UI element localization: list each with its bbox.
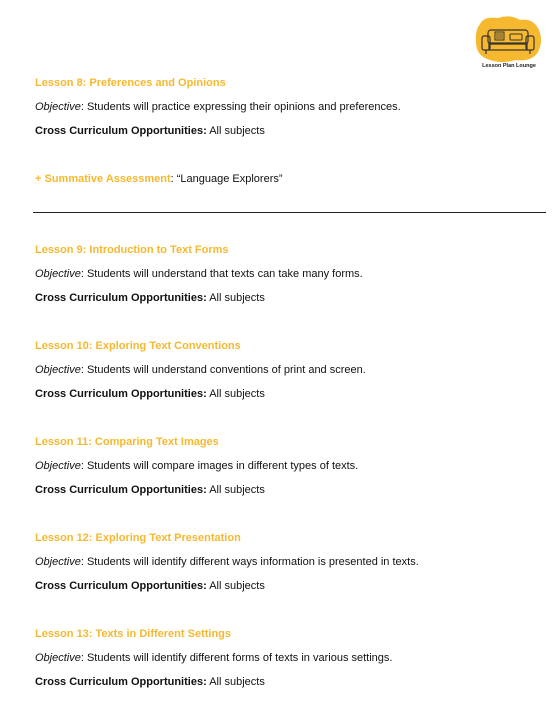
lesson-11-title: Lesson 11: Comparing Text Images bbox=[35, 436, 219, 448]
lesson-12-objective bbox=[35, 555, 419, 569]
objective-text: : Students will compare images in different types of texts. bbox=[80, 460, 359, 472]
objective-text: : Students will practice expressing their opinions and preferences. bbox=[80, 101, 401, 113]
logo-text: Lesson Plan Lounge bbox=[482, 63, 536, 69]
lesson-10-objective bbox=[35, 363, 366, 377]
lesson-8-title: Lesson 8: Preferences and Opinions bbox=[35, 77, 226, 89]
cross-curriculum-label: Cross Curriculum Opportunities: bbox=[35, 580, 207, 592]
objective-label: Objective bbox=[35, 556, 81, 568]
objective-text: : Students will understand conventions of print and screen. bbox=[80, 364, 366, 376]
cross-curriculum-value: All subjects bbox=[206, 125, 265, 137]
cross-curriculum-label: Cross Curriculum Opportunities: bbox=[35, 125, 207, 137]
lesson-12-cross-curriculum bbox=[35, 579, 265, 593]
lesson-12-title: Lesson 12: Exploring Text Presentation bbox=[35, 532, 241, 544]
lesson-9-title: Lesson 9: Introduction to Text Forms bbox=[35, 244, 229, 256]
cross-curriculum-label: Cross Curriculum Opportunities: bbox=[35, 676, 207, 688]
cross-curriculum-label: Cross Curriculum Opportunities: bbox=[35, 484, 207, 496]
lesson-9-cross-curriculum bbox=[35, 291, 265, 305]
cross-curriculum-value: All subjects bbox=[206, 484, 265, 496]
couch-icon bbox=[474, 16, 544, 64]
lesson-10-title: Lesson 10: Exploring Text Conventions bbox=[35, 340, 241, 352]
lesson-11-cross-curriculum bbox=[35, 483, 265, 497]
lesson-13-title: Lesson 13: Texts in Different Settings bbox=[35, 628, 232, 640]
cross-curriculum-value: All subjects bbox=[206, 388, 265, 400]
objective-label: Objective bbox=[35, 652, 81, 664]
objective-label: Objective bbox=[35, 460, 81, 472]
lesson-11-objective bbox=[35, 459, 358, 473]
lesson-10-cross-curriculum bbox=[35, 387, 265, 401]
lesson-8-cross-curriculum bbox=[35, 124, 265, 138]
objective-label: Objective bbox=[35, 101, 81, 113]
cross-curriculum-label: Cross Curriculum Opportunities: bbox=[35, 388, 207, 400]
cross-curriculum-value: All subjects bbox=[206, 580, 265, 592]
lesson-13-cross-curriculum bbox=[35, 675, 265, 689]
section-divider bbox=[33, 212, 546, 213]
lesson-13-objective bbox=[35, 651, 392, 665]
lesson-8-objective bbox=[35, 100, 401, 114]
summative-label: + Summative Assessment bbox=[35, 173, 171, 185]
lesson-plan-lounge-logo bbox=[474, 16, 544, 74]
cross-curriculum-value: All subjects bbox=[206, 292, 265, 304]
cross-curriculum-value: All subjects bbox=[206, 676, 265, 688]
summative-value: : “Language Explorers” bbox=[170, 173, 283, 185]
lesson-9-objective bbox=[35, 267, 363, 281]
objective-text: : Students will identify different ways information is presented in texts. bbox=[80, 556, 419, 568]
objective-label: Objective bbox=[35, 364, 81, 376]
summative-assessment bbox=[35, 172, 283, 186]
objective-text: : Students will understand that texts can take many forms. bbox=[80, 268, 363, 280]
cross-curriculum-label: Cross Curriculum Opportunities: bbox=[35, 292, 207, 304]
objective-text: : Students will identify different forms of texts in various settings. bbox=[80, 652, 393, 664]
objective-label: Objective bbox=[35, 268, 81, 280]
